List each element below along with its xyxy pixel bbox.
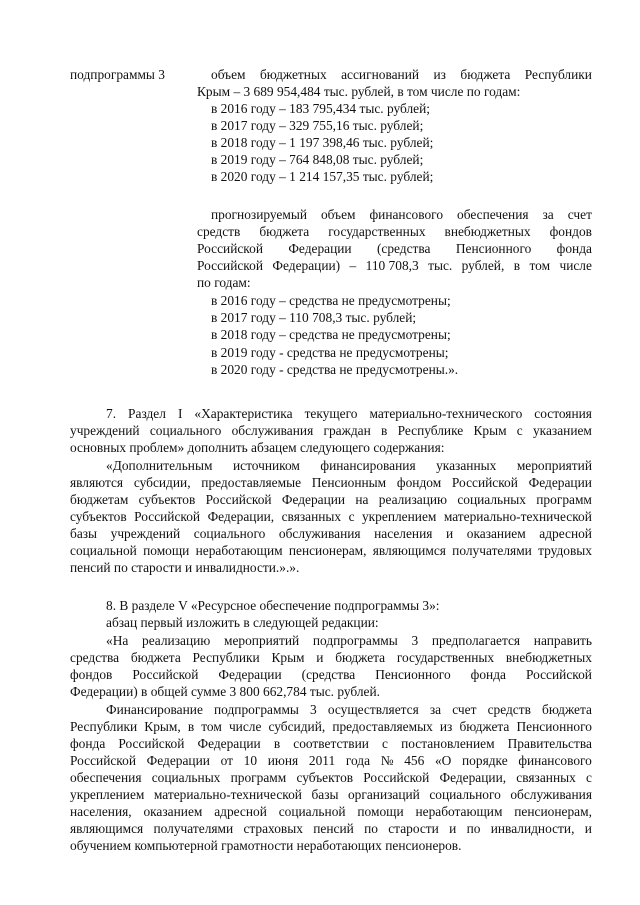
word: (средства <box>376 241 431 256</box>
forecast-year-2020: в 2020 году - средства не предусмотрены.». <box>211 362 459 377</box>
word: Российской <box>134 509 201 524</box>
word: бюджета <box>542 702 592 717</box>
word: Федерации <box>288 241 352 256</box>
word: Российской <box>205 492 272 507</box>
word: Пенсионного <box>375 667 451 682</box>
word: бюджетам <box>70 492 129 507</box>
funding-year-2018: в 2018 году – 1 197 398,46 тыс. рублей; <box>211 135 434 150</box>
word: Федерации <box>197 736 261 751</box>
word: объем <box>211 67 246 82</box>
word: с <box>348 509 355 524</box>
word: населения <box>374 526 433 541</box>
word: предоставляемые <box>201 475 302 490</box>
word: том <box>201 719 222 734</box>
word: граждан <box>323 423 371 438</box>
word: подпрограммы <box>312 633 398 648</box>
word: Российской <box>132 667 199 682</box>
word: 2011 <box>308 753 336 768</box>
word: финансирования <box>320 458 416 473</box>
forecast-line-1 <box>211 206 592 223</box>
word: фонда <box>556 241 592 256</box>
word: прогнозируемый <box>211 207 307 222</box>
word: субъектов <box>138 492 196 507</box>
word: числе <box>228 719 262 734</box>
word: 110 708,3 <box>365 258 419 273</box>
word: Правительства <box>507 736 592 751</box>
word: укреплением <box>70 787 145 802</box>
word: старости <box>388 821 439 836</box>
word: счет <box>567 207 592 222</box>
word: пенсионерам, <box>514 804 592 819</box>
word: средств <box>197 224 241 239</box>
word: объем <box>320 207 356 222</box>
word: социального <box>429 787 501 802</box>
word: предоставляемых <box>332 719 433 734</box>
funding-line-2: Крым – 3 689 954,484 тыс. рублей, в том числе по годам: <box>197 84 521 99</box>
word: осуществляется <box>327 702 419 717</box>
word: Республики <box>70 719 138 734</box>
item8-fin-1 <box>106 701 592 718</box>
word: Российской <box>118 736 185 751</box>
word: пенсий <box>313 821 354 836</box>
word: бюджета <box>259 224 310 239</box>
word: «Дополнительным <box>106 458 213 473</box>
word: социального <box>149 423 222 438</box>
word: 3 <box>411 633 419 648</box>
word: тыс. <box>428 258 453 273</box>
word: субсидии, <box>133 475 191 490</box>
word: базы <box>311 787 339 802</box>
word: за <box>542 207 554 222</box>
word: обеспечения <box>70 770 142 785</box>
word: Российской <box>197 258 263 273</box>
word: страховых <box>243 821 303 836</box>
item8-para-2 <box>70 649 592 666</box>
forecast-line-4 <box>197 257 592 274</box>
item7-quote-5 <box>70 525 592 542</box>
word: Федерации, <box>207 509 275 524</box>
word: являются <box>70 475 124 490</box>
word: Раздел <box>128 406 166 421</box>
word: Республики <box>192 650 260 665</box>
word: Республики <box>524 67 592 82</box>
item8-para-1 <box>106 632 592 649</box>
item8-line-2: абзац первый изложить в следующей редакции: <box>106 615 379 630</box>
item8-fin-7 <box>70 803 592 820</box>
word: из <box>433 67 446 82</box>
word: фондов <box>549 224 592 239</box>
word: базы <box>70 526 98 541</box>
funding-year-2016: в 2016 году – 183 795,434 тыс. рублей; <box>211 101 430 116</box>
word: обслуживания <box>510 787 592 802</box>
forecast-line-3 <box>197 240 592 257</box>
word: источником <box>232 458 300 473</box>
item8-para-3 <box>70 666 592 683</box>
item7-line-1 <box>106 405 592 422</box>
row-label: подпрограммы 3 <box>70 67 165 82</box>
word: 7. <box>106 406 117 421</box>
word: социальных <box>457 492 526 507</box>
item7-line-2 <box>70 422 592 439</box>
word: (средства <box>301 667 356 682</box>
word: в <box>273 736 281 751</box>
word: Российской <box>451 475 518 490</box>
word: из <box>439 719 453 734</box>
word: в <box>187 719 195 734</box>
word: Пенсионным <box>311 475 387 490</box>
word: финансового <box>369 207 444 222</box>
item8-fin-8 <box>70 820 592 837</box>
word: средства <box>70 650 120 665</box>
word: Федерации) <box>272 258 341 273</box>
item8-para-4: Федерации) в общей сумме 3 800 662,784 тыс. рублей. <box>70 684 381 699</box>
funding-year-2020: в 2020 году – 1 214 157,35 тыс. рублей; <box>211 169 434 184</box>
word: учреждений <box>70 423 140 438</box>
item8-fin-6 <box>70 786 592 803</box>
word: Российской <box>70 753 136 768</box>
word: бюджета <box>460 67 511 82</box>
funding-line-1 <box>211 66 592 83</box>
word: Крым <box>271 650 305 665</box>
word: субъектов <box>70 509 127 524</box>
word: адресной <box>539 526 592 541</box>
word: связанных <box>281 509 342 524</box>
word: с <box>586 770 592 785</box>
forecast-year-2018: в 2018 году – средства не предусмотрены; <box>211 327 451 342</box>
word: оказанием <box>466 526 526 541</box>
word: фондом <box>396 475 442 490</box>
word: – <box>349 258 357 273</box>
word: мероприятий <box>223 633 300 648</box>
word: 456 <box>404 753 425 768</box>
word: социальной <box>278 804 346 819</box>
item8-fin-9: обучением компьютерной грамотности неработающих пенсионеров. <box>70 838 462 853</box>
word: предполагается <box>431 633 521 648</box>
word: получателями <box>452 543 532 558</box>
word: финансового <box>518 753 592 768</box>
word: пенсионерам, <box>288 543 367 558</box>
item7-quote-7: пенсий по старости и инвалидности.».». <box>70 560 300 575</box>
word: социальной <box>70 543 137 558</box>
word: за <box>429 702 442 717</box>
word: Российской <box>197 241 263 256</box>
word: программ <box>230 770 287 785</box>
word: являющимся <box>70 821 144 836</box>
word: оказанием <box>143 804 203 819</box>
word: Пенсионного <box>455 241 532 256</box>
word: трудовых <box>538 543 592 558</box>
word: числе <box>559 258 592 273</box>
word: фонда <box>70 736 106 751</box>
word: на <box>355 492 369 507</box>
word: материально-технического <box>369 406 523 421</box>
word: инвалидности, <box>490 821 575 836</box>
word: по <box>364 821 378 836</box>
item8-fin-5 <box>70 769 592 786</box>
word: Российской <box>363 770 430 785</box>
word: постановлением <box>401 736 495 751</box>
item7-quote-6 <box>70 542 592 559</box>
word: том <box>529 258 551 273</box>
word: материально-технической <box>443 509 592 524</box>
word: и <box>446 526 454 541</box>
item7-quote-2 <box>70 474 592 491</box>
word: Крым <box>473 423 507 438</box>
word: социального <box>193 526 266 541</box>
item7-quote-4 <box>70 508 592 525</box>
word: подпрограммы <box>214 702 299 717</box>
word: обслуживания <box>278 526 361 541</box>
word: Федерации <box>281 492 346 507</box>
funding-year-2019: в 2019 году – 764 848,08 тыс. рублей; <box>211 152 424 167</box>
item7-quote-3 <box>70 491 592 508</box>
word: субъектов <box>296 770 354 785</box>
word: реализацию <box>142 633 211 648</box>
word: указанных <box>436 458 497 473</box>
word: организаций <box>347 787 420 802</box>
word: «Характеристика <box>194 406 293 421</box>
word: фонда <box>470 667 506 682</box>
word: в <box>381 423 388 438</box>
word: Федерации, <box>439 770 507 785</box>
forecast-year-2016: в 2016 году – средства не предусмотрены; <box>211 293 451 308</box>
word: Федерации <box>528 475 592 490</box>
word: Федерации <box>218 667 282 682</box>
word: неработающим <box>195 543 283 558</box>
funding-year-2017: в 2017 году – 329 755,16 тыс. рублей; <box>211 118 424 133</box>
word: являющимся <box>372 543 446 558</box>
word: с <box>516 423 523 438</box>
word: связанных <box>516 770 576 785</box>
word: получателями <box>153 821 234 836</box>
forecast-line-2 <box>197 223 592 240</box>
word: по <box>466 821 481 836</box>
word: от <box>220 753 233 768</box>
word: субсидий, <box>268 719 326 734</box>
word: бюджета <box>130 650 181 665</box>
word: рублей, <box>461 258 505 273</box>
word: материально-технической <box>153 787 302 802</box>
word: бюджета <box>335 650 386 665</box>
word: укреплением <box>361 509 437 524</box>
word: счет <box>452 702 477 717</box>
word: Крым, <box>144 719 181 734</box>
word: I <box>177 406 183 421</box>
word: учреждений <box>110 526 181 541</box>
word: неработающим <box>415 804 503 819</box>
item8-fin-4 <box>70 752 592 769</box>
word: мероприятий <box>516 458 592 473</box>
word: обеспечения <box>457 207 529 222</box>
word: Пенсионного <box>516 719 592 734</box>
word: средств <box>487 702 531 717</box>
word: и <box>316 650 324 665</box>
word: реализацию <box>378 492 448 507</box>
word: «О <box>434 753 452 768</box>
word: Республике <box>397 423 464 438</box>
word: ассигнований <box>341 67 420 82</box>
word: фондов <box>70 667 113 682</box>
word: июня <box>267 753 299 768</box>
word: обслуживания <box>231 423 314 438</box>
forecast-line-5: по годам: <box>197 275 251 290</box>
word: № <box>380 753 394 768</box>
word: внебюджетных <box>505 650 592 665</box>
word: помощи <box>357 804 404 819</box>
word: социальных <box>151 770 221 785</box>
word: года <box>345 753 371 768</box>
word: порядке <box>462 753 508 768</box>
word: указанием <box>532 423 592 438</box>
word: соответствии <box>293 736 369 751</box>
word: Финансирование <box>106 702 203 717</box>
word: Российской <box>525 667 592 682</box>
word: помощи <box>143 543 190 558</box>
item8-fin-2 <box>70 718 592 735</box>
word: и <box>584 821 592 836</box>
word: бюджета <box>459 719 510 734</box>
word: направить <box>533 633 592 648</box>
word: государственных <box>328 224 426 239</box>
item7-quote-1 <box>106 457 592 474</box>
word: населения, <box>70 804 132 819</box>
word: с <box>382 736 388 751</box>
item7-line-3: основных проблем» дополнить абзацем следующего содержания: <box>70 440 445 455</box>
word: состояния <box>534 406 592 421</box>
word: Федерации <box>146 753 210 768</box>
word: внебюджетных <box>444 224 531 239</box>
word: текущего <box>304 406 358 421</box>
forecast-year-2019: в 2019 году - средства не предусмотрены; <box>211 345 449 360</box>
word: бюджетных <box>259 67 327 82</box>
word: 10 <box>243 753 258 768</box>
word: адресной <box>214 804 267 819</box>
word: в <box>513 258 521 273</box>
word: государственных <box>396 650 495 665</box>
forecast-year-2017: в 2017 году – 110 708,3 тыс. рублей; <box>211 310 417 325</box>
item8-fin-3 <box>70 735 592 752</box>
word: и <box>449 821 457 836</box>
word: программ <box>536 492 592 507</box>
word: 3 <box>310 702 317 717</box>
word: «На <box>106 633 129 648</box>
item8-line-1: 8. В разделе V «Ресурсное обеспечение подпрограммы 3»: <box>106 598 440 613</box>
